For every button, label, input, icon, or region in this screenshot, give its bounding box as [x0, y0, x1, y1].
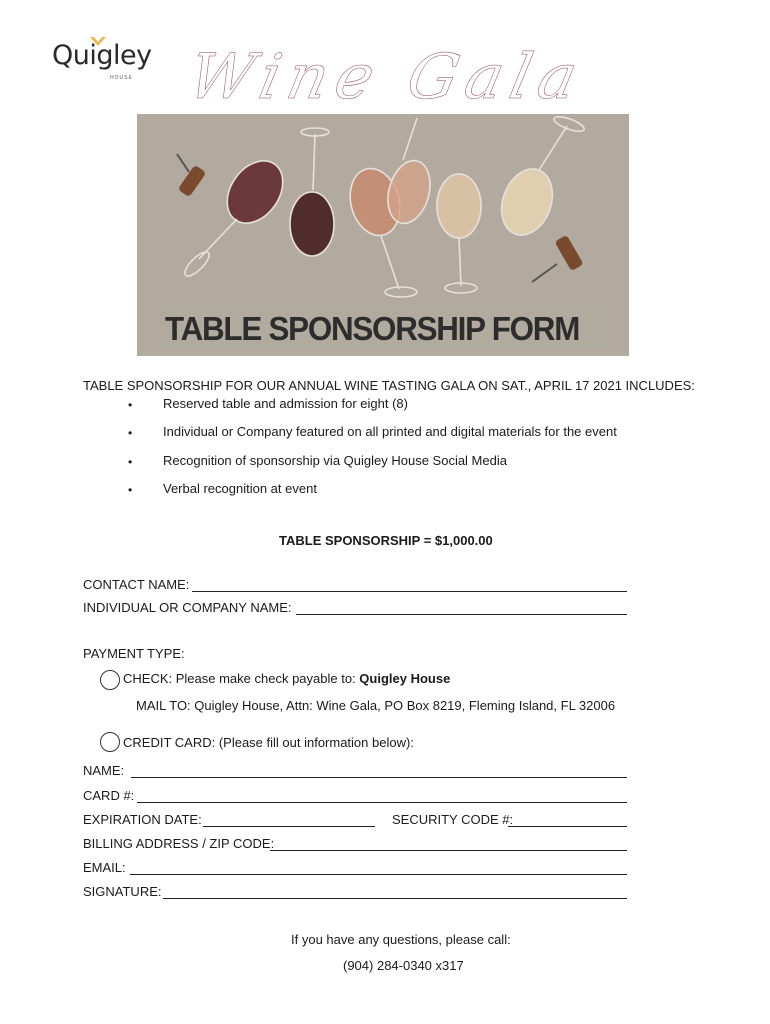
list-item: Verbal recognition at event — [163, 481, 317, 496]
contact-name-field[interactable] — [192, 591, 627, 592]
billing-address-label: BILLING ADDRESS / ZIP CODE: — [83, 836, 275, 851]
check-label-text: CHECK: Please make check payable to: — [123, 671, 360, 686]
security-code-field[interactable] — [508, 826, 627, 827]
company-name-field[interactable] — [296, 614, 627, 615]
card-number-field[interactable] — [137, 802, 627, 803]
email-label: EMAIL: — [83, 860, 126, 875]
contact-name-label: CONTACT NAME: — [83, 577, 190, 592]
name-field[interactable] — [131, 777, 627, 778]
list-item: Recognition of sponsorship via Quigley House Social Media — [163, 453, 507, 468]
signature-field[interactable] — [163, 898, 627, 899]
billing-address-field[interactable] — [270, 850, 627, 851]
logo-wordmark: Quigley — [52, 40, 152, 71]
card-number-label: CARD #: — [83, 788, 135, 803]
intro-text: TABLE SPONSORSHIP FOR OUR ANNUAL WINE TASTING GALA ON SAT., APRIL 17 2021 INCLUDES: — [83, 378, 695, 393]
hero-image — [137, 114, 629, 356]
credit-card-radio[interactable] — [100, 732, 120, 752]
bullet-icon: • — [128, 426, 133, 440]
logo-subtext: HOUSE — [110, 75, 133, 81]
phone-number: (904) 284-0340 x317 — [343, 958, 464, 973]
list-item: Reserved table and admission for eight (8) — [163, 396, 408, 411]
credit-card-option-label: CREDIT CARD: (Please fill out information below): — [123, 735, 414, 750]
expiration-field[interactable] — [203, 826, 375, 827]
list-item: Individual or Company featured on all printed and digital materials for the event — [163, 424, 617, 439]
company-name-label: INDIVIDUAL OR COMPANY NAME: — [83, 600, 292, 615]
check-radio[interactable] — [100, 670, 120, 690]
bullet-icon: • — [128, 483, 133, 497]
form-banner-title: TABLE SPONSORSHIP FORM — [165, 310, 580, 347]
check-payee: Quigley House — [359, 671, 451, 686]
security-code-label: SECURITY CODE #: — [392, 812, 514, 827]
name-label: NAME: — [83, 763, 125, 778]
bullet-icon: • — [128, 398, 133, 412]
price-heading: TABLE SPONSORSHIP = $1,000.00 — [279, 533, 493, 548]
check-option-label — [123, 671, 450, 686]
wine-gala-script-title: Wine Gala — [182, 40, 592, 113]
questions-text: If you have any questions, please call: — [291, 932, 511, 947]
expiration-label: EXPIRATION DATE: — [83, 812, 202, 827]
quigley-logo — [52, 38, 162, 84]
email-field[interactable] — [130, 874, 627, 875]
bullet-icon: • — [128, 455, 133, 469]
signature-label: SIGNATURE: — [83, 884, 162, 899]
mail-to-text: MAIL TO: Quigley House, Attn: Wine Gala, PO Box 8219, Fleming Island, FL 32006 — [136, 698, 616, 713]
payment-type-heading: PAYMENT TYPE: — [83, 646, 185, 661]
